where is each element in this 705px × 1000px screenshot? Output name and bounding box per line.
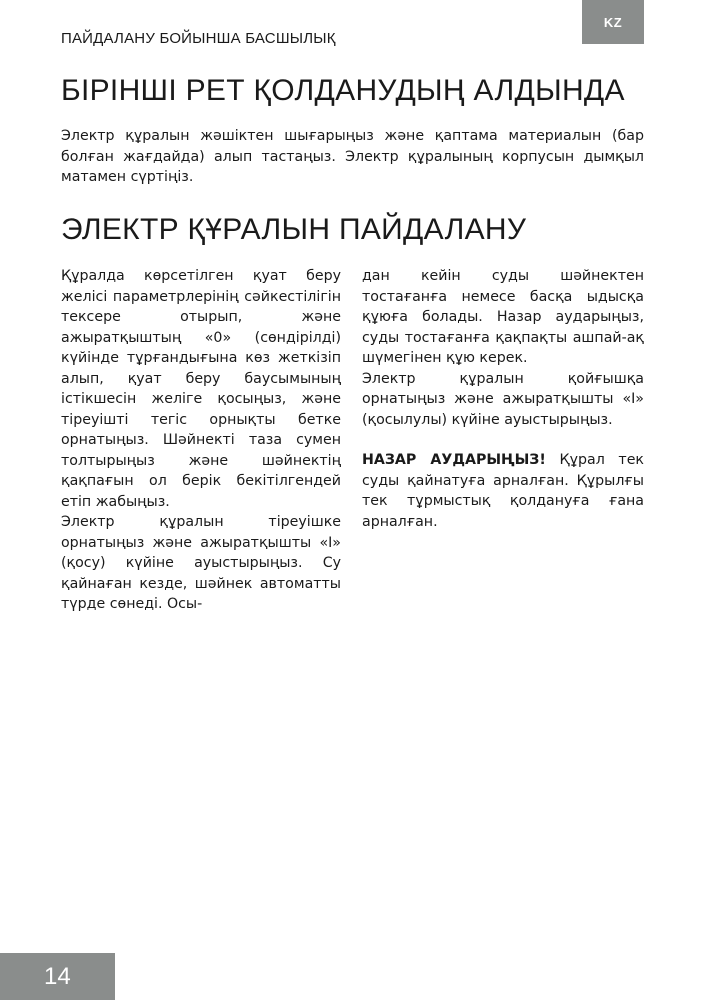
warning-paragraph — [362, 450, 644, 532]
page-number-tab — [0, 953, 115, 1000]
paragraph-setup: Құралда көрсетілген қуат беру желісі параметрлерінің сәйкестілігін тексере отырып, және ажыратқыштың «0» (сөндірілді) күйінде тұрғандығына көз жеткізіп алып, қуат беру баусымының істікшесін желіге қосыңыз, және тіреуішті тегіс орнықты бетке орнатыңыз. Шәйнекті таза сумен толтырыңыз және шәйнектің қақпағын ол берік бекітілгендей етіп жабыңыз. — [61, 268, 341, 510]
language-tab — [582, 0, 644, 44]
warning-label: НАЗАР АУДАРЫҢЫЗ! — [362, 452, 546, 468]
language-code: KZ — [603, 14, 623, 30]
section-heading-using-appliance: ЭЛЕКТР ҚҰРАЛЫН ПАЙДАЛАНУ — [61, 213, 527, 246]
text-column-right — [362, 266, 644, 532]
warning-text: Құрал тек суды қайнатуға арналған. Құрылғы тек тұрмыстық қолдануға ғана арналған. — [362, 452, 644, 530]
paragraph-pour-water: дан кейін суды шәйнектен тостағанға немесе басқа ыдысқа құюға болады. Назар аударыңыз, суды тостағанға қақпақты ашпай-ақ шүмегінен құю керек. — [362, 268, 644, 366]
text-column-left — [61, 266, 341, 615]
document-header-title: ПАЙДАЛАНУ БОЙЫНША БАСШЫЛЫҚ — [61, 30, 336, 47]
section-heading-before-first-use: БІРІНШІ РЕТ ҚОЛДАНУДЫҢ АЛДЫНДА — [61, 74, 625, 107]
page-number: 14 — [44, 962, 71, 990]
paragraph-switch-on: Электр құралын тіреуішке орнатыңыз және ажыратқышты «I» (қосу) күйіне ауыстырыңыз. Су қайнаған кезде, шәйнек автоматты түрде сөнеді. Осы- — [61, 514, 341, 612]
paragraph-place-on-stand: Электр құралын қойғышқа орнатыңыз және ажыратқышты «I» (қосылулы) күйіне ауыстырыңыз. — [362, 370, 644, 428]
before-first-use-paragraph: Электр құралын жәшіктен шығарыңыз және қаптама материалын (бар болған жағдайда) алып тастаңыз. Электр құралының корпусын дымқыл матамен сүртіңіз. — [61, 128, 644, 185]
